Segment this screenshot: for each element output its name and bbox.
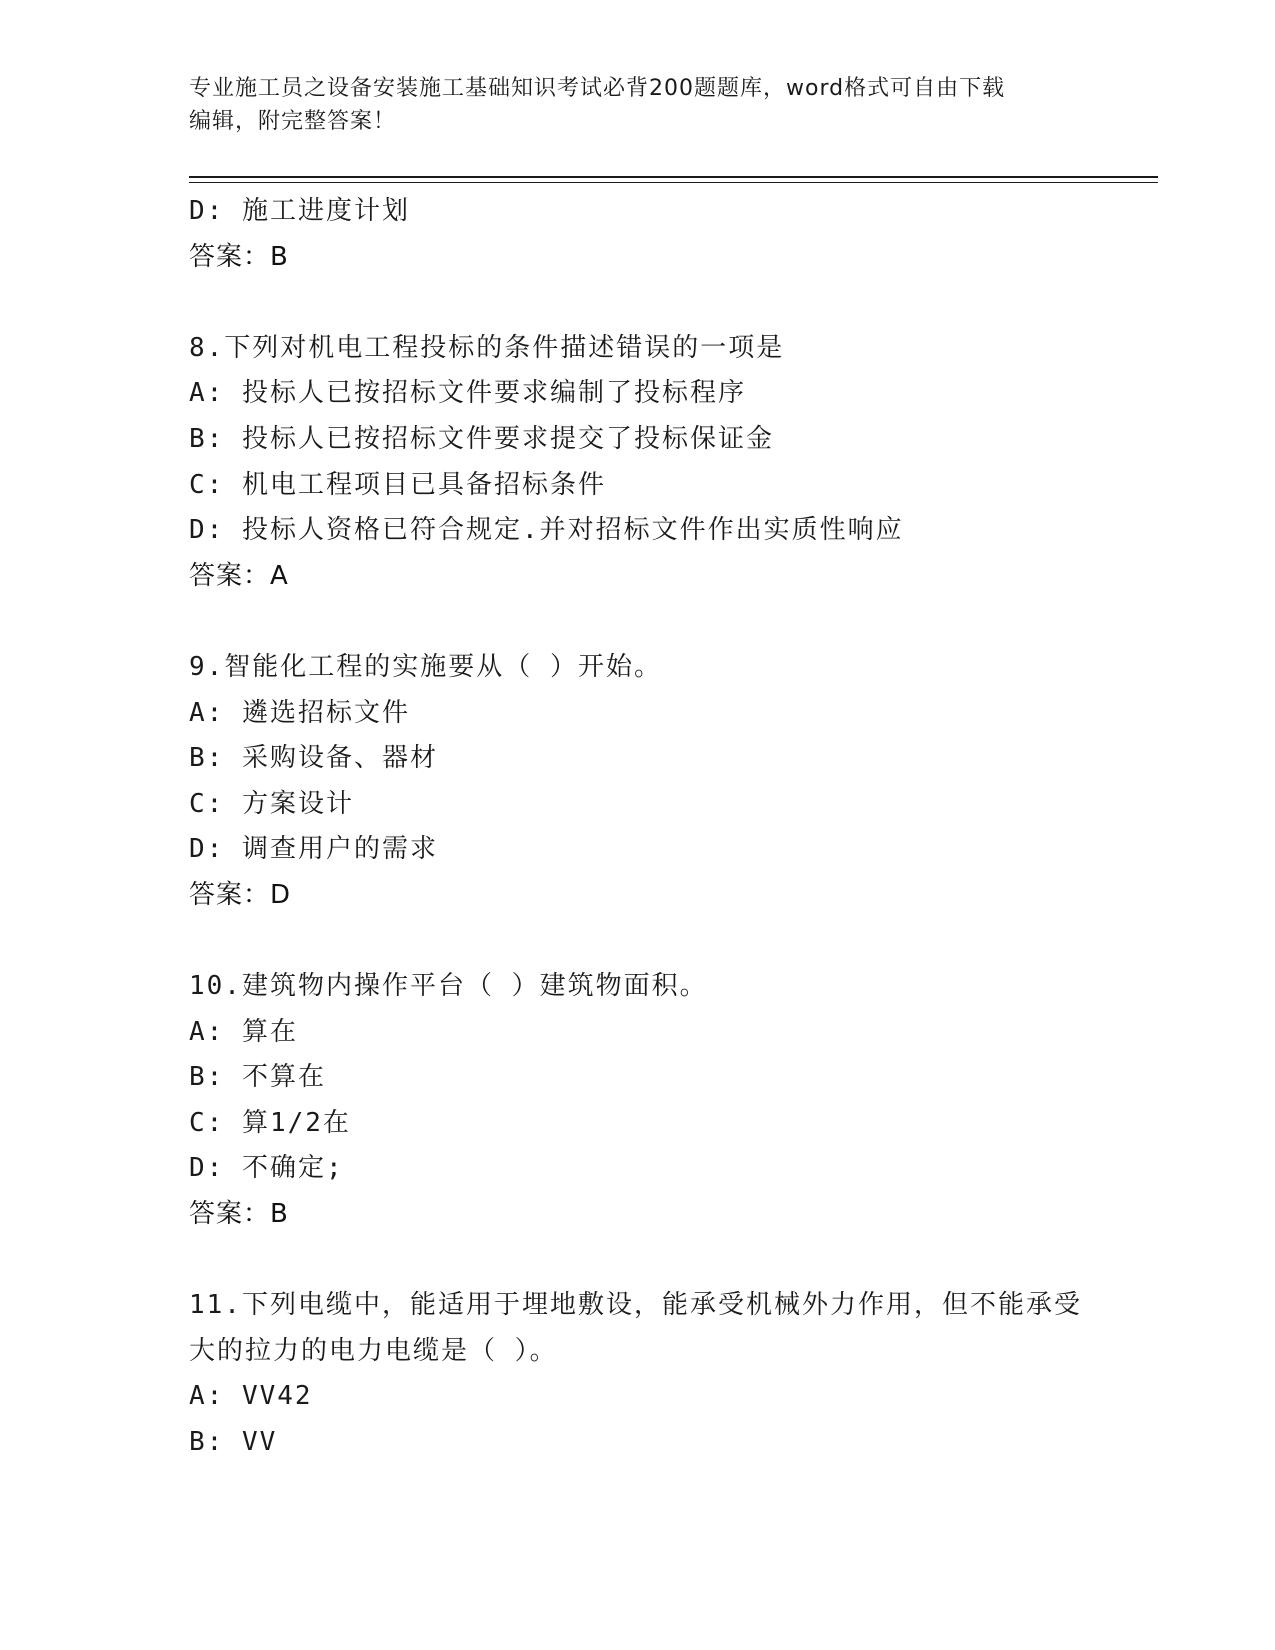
header-divider-thick	[189, 176, 1158, 178]
question-stem: 8.下列对机电工程投标的条件描述错误的一项是	[189, 332, 785, 363]
option-d: D: 不确定;	[189, 1153, 344, 1184]
option-b: B: VV	[189, 1427, 278, 1458]
header-title-line-2: 编辑，附完整答案！	[189, 109, 397, 134]
header-divider-thin	[189, 182, 1158, 183]
answer-line: 答案：B	[189, 1199, 289, 1230]
question-block	[189, 1283, 1129, 1465]
option-a: A: VV42	[189, 1381, 313, 1412]
question-block	[189, 326, 1129, 600]
option-b: B: 不算在	[189, 1062, 326, 1093]
question-block	[189, 645, 1129, 919]
option-c: C: 机电工程项目已具备招标条件	[189, 469, 606, 500]
spacer	[189, 280, 1129, 326]
option-c: C: 方案设计	[189, 788, 354, 819]
answer-line: 答案：B	[189, 241, 289, 272]
question-stem: 11.下列电缆中，能适用于埋地敷设，能承受机械外力作用，但不能承受大的拉力的电力电缆是（ ）。	[189, 1290, 1082, 1366]
question-stem: 9.智能化工程的实施要从（ ）开始。	[189, 651, 662, 682]
spacer	[189, 599, 1129, 645]
question-stem: 10.建筑物内操作平台（ ）建筑物面积。	[189, 971, 708, 1002]
option-d: D: 调查用户的需求	[189, 834, 438, 865]
answer-line: 答案：D	[189, 879, 292, 910]
option-a: A: 遴选招标文件	[189, 697, 410, 728]
question-block	[189, 964, 1129, 1238]
option-a: A: 投标人已按招标文件要求编制了投标程序	[189, 378, 746, 409]
header-title-line-1: 专业施工员之设备安装施工基础知识考试必背200题题库，word格式可自由下载	[189, 76, 1006, 101]
option-b: B: 投标人已按招标文件要求提交了投标保证金	[189, 423, 774, 454]
option-d: D: 投标人资格已符合规定.并对招标文件作出实质性响应	[189, 515, 904, 546]
option-a: A: 算在	[189, 1016, 298, 1047]
answer-line: 答案：A	[189, 560, 289, 591]
option-b: B: 采购设备、器材	[189, 743, 438, 774]
option-d: D: 施工进度计划	[189, 196, 410, 226]
spacer	[189, 1238, 1129, 1284]
option-c: C: 算1/2在	[189, 1107, 351, 1138]
spacer	[189, 919, 1129, 965]
page-header	[189, 72, 1089, 138]
document-body	[189, 189, 1129, 1466]
